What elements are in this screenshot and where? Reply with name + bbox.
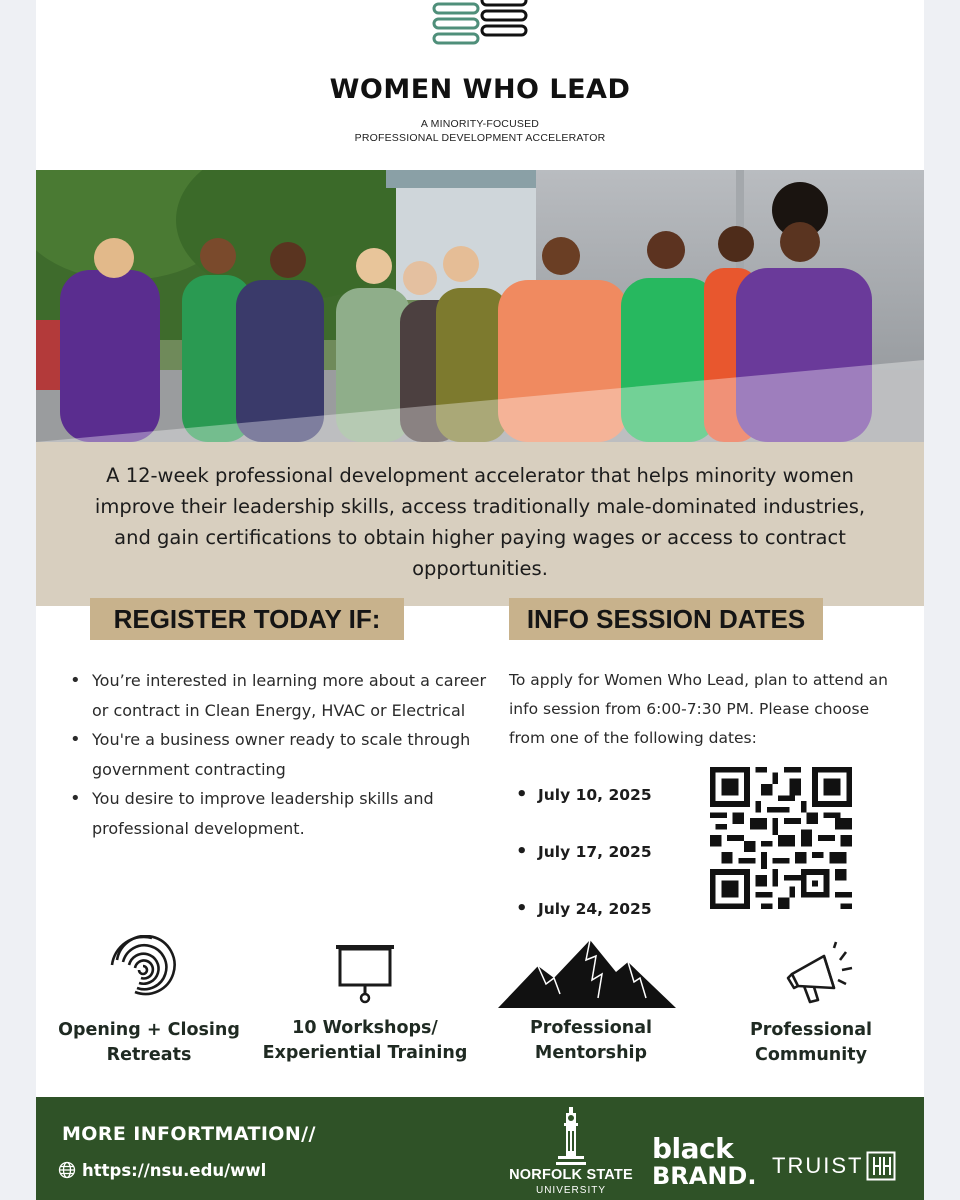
session-date-3: • July 24, 2025 bbox=[516, 900, 652, 918]
black-brand-logo-line1: black bbox=[652, 1132, 734, 1165]
info-session-heading: INFO SESSION DATES bbox=[509, 598, 823, 640]
clock-tower-logo-icon bbox=[556, 1107, 586, 1167]
globe-icon bbox=[58, 1161, 76, 1179]
more-info-heading: MORE INFORTMATION// bbox=[62, 1123, 316, 1145]
footer bbox=[36, 1097, 924, 1200]
session-date-2: • July 17, 2025 bbox=[516, 843, 652, 861]
register-heading: REGISTER TODAY IF: bbox=[90, 598, 404, 640]
list-item: • You’re interested in learning more about a career or contract in Clean Energy, HVAC or Electrical bbox=[70, 666, 500, 725]
feature-label-retreats: Opening + Closing Retreats bbox=[58, 1020, 240, 1065]
list-item: • You desire to improve leadership skills and professional development. bbox=[70, 784, 500, 843]
feature-label-workshops: 10 Workshops/ Experiential Training bbox=[262, 1018, 468, 1063]
mountain-icon bbox=[498, 938, 678, 1010]
description-band bbox=[36, 442, 924, 606]
megaphone-icon bbox=[784, 940, 858, 1006]
list-item: • You're a business owner ready to scale through government contracting bbox=[70, 725, 500, 784]
projector-screen-icon bbox=[334, 942, 398, 1006]
group-photo bbox=[36, 170, 924, 442]
feature-label-mentorship: Professional Mentorship bbox=[529, 1018, 653, 1063]
truist-mark-icon bbox=[866, 1151, 896, 1181]
session-date-1: • July 10, 2025 bbox=[516, 786, 652, 804]
description-text: A 12-week professional development accelerator that helps minority women improve their leadership skills, access traditionally male-dominated industries, and gain certifications to obtain higher paying wages or access to contract opportunities. bbox=[94, 464, 866, 580]
info-session-text: To apply for Women Who Lead, plan to attend an info session from 6:00-7:30 PM. Please choose from one of the following dates: bbox=[509, 671, 888, 747]
register-list bbox=[70, 666, 500, 843]
truist-logo-text: TRUIST bbox=[772, 1153, 864, 1178]
subtitle-line-1: A MINORITY-FOCUSED bbox=[420, 118, 540, 130]
feature-label-community: Professional Community bbox=[749, 1020, 873, 1065]
qr-code-icon[interactable] bbox=[710, 767, 852, 909]
norfolk-state-university-text: UNIVERSITY bbox=[535, 1185, 606, 1196]
website-link[interactable]: https://nsu.edu/wwl bbox=[82, 1161, 267, 1180]
black-brand-logo-line2: BRAND. bbox=[652, 1162, 757, 1190]
subtitle-line-2: PROFESSIONAL DEVELOPMENT ACCELERATOR bbox=[354, 132, 606, 144]
page-title: WOMEN WHO LEAD bbox=[329, 74, 631, 105]
norfolk-state-logo-text: NORFOLK STATE bbox=[509, 1167, 633, 1183]
stacked-bars-logo-icon bbox=[432, 0, 528, 54]
spiral-icon bbox=[108, 935, 178, 1005]
flyer bbox=[36, 0, 924, 1200]
